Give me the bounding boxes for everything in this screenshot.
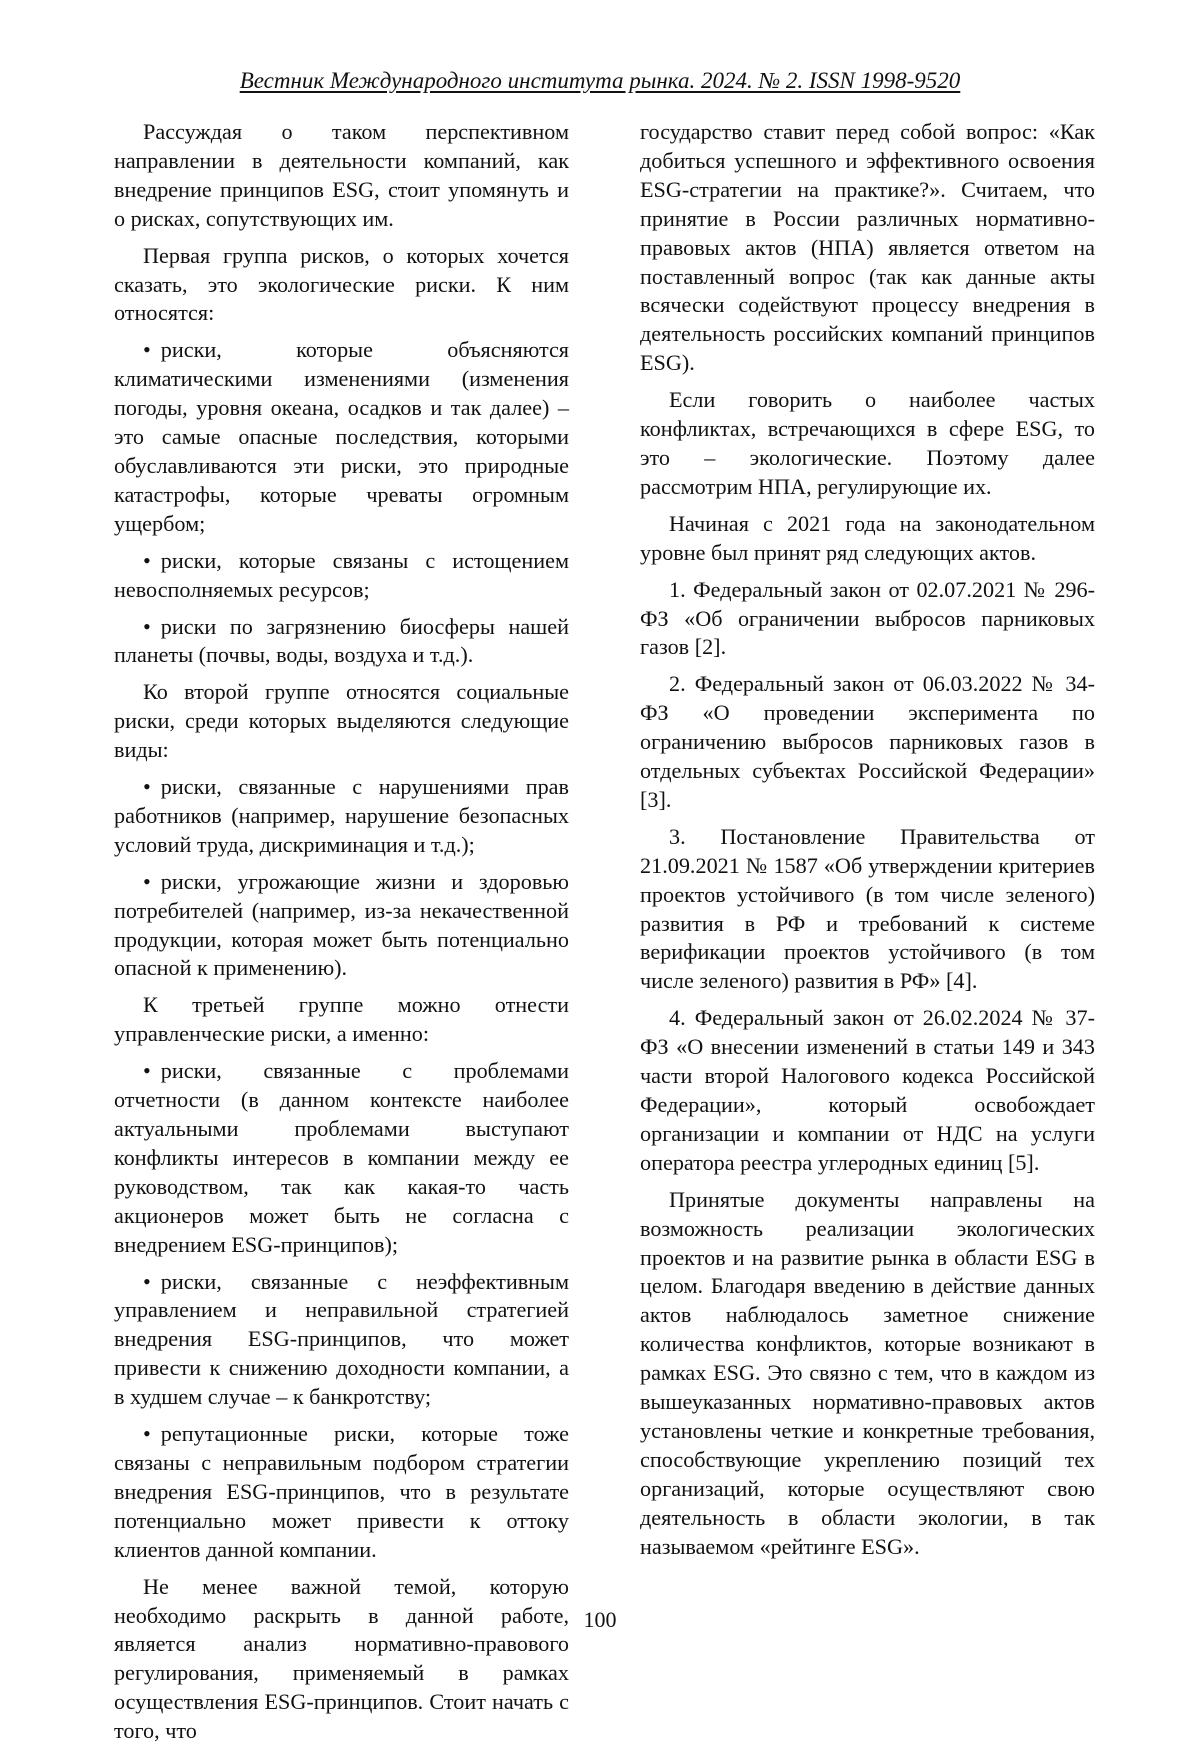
bullet-item: • риски, которые объясняются климатическими изменениями (изменения погоды, уровня океана, осадков и так далее) – это самые опасные последствия, которыми обуславливаются эти риски, это природные катастрофы, которые чреваты огромным ущербом; xyxy=(114,336,569,538)
bullet-item: • риски, связанные с нарушениями прав работников (например, нарушение безопасных условий труда, дискриминация и т.д.); xyxy=(114,773,569,860)
left-column xyxy=(114,118,569,1754)
bullet-item: • риски, связанные с неэффективным управлением и неправильной стратегией внедрения ESG-принципов, что может привести к снижению доходности компании, а в худшем случае – к банкротству; xyxy=(114,1268,569,1413)
law-item-3: 3. Постановление Правительства от 21.09.2021 № 1587 «Об утверждении критериев проектов устойчивого (в том числе зеленого) развития в РФ и требований к системе верификации проектов устойчивого (в том числе зеленого) развития в РФ» [4]. xyxy=(640,823,1095,994)
paragraph-continued: государство ставит перед собой вопрос: «Как добиться успешного и эффективного освоения ESG-стратегии на практике?». Считаем, что принятие в России различных нормативно-правовых актов (НПА) является ответом на поставленный вопрос (так как данные акты всячески содействуют процессу внедрения в деятельность российских компаний принципов ESG). xyxy=(640,119,1095,376)
law-item-2: 2. Федеральный закон от 06.03.2022 № 34-ФЗ «О проведении эксперимента по ограничению выбросов парниковых газов в отдельных субъектах Российской Федерации» [3]. xyxy=(640,671,1095,812)
law-item-4: 4. Федеральный закон от 26.02.2024 № 37-ФЗ «О внесении изменений в статьи 149 и 343 части второй Налогового кодекса Российской Федерации», который освобождает организации и компании от НДС на услуги оператора реестра углеродных единиц [5]. xyxy=(640,1005,1095,1175)
bullet-item: • риски, угрожающие жизни и здоровью потребителей (например, из-за некачественной продукции, которая может быть потенциально опасной к применению). xyxy=(114,868,569,984)
bullet-item: • риски, связанные с проблемами отчетности (в данном контексте наиболее актуальными проблемами выступают конфликты интересов в компании между ее руководством, так как какая-то часть акционеров может быть не согласна с внедрением ESG-принципов); xyxy=(114,1057,569,1259)
bullet-item: • риски по загрязнению биосферы нашей планеты (почвы, воды, воздуха и т.д.). xyxy=(114,613,569,671)
bullet-item: • риски, которые связаны с истощением невосполняемых ресурсов; xyxy=(114,547,569,605)
paragraph: Первая группа рисков, о которых хочется сказать, это экологические риски. К ним относятся: xyxy=(114,242,569,326)
bullet-item: • репутационные риски, которые тоже связаны с неправильным подбором стратегии внедрения ESG-принципов, что в результате потенциально может привести к оттоку клиентов данной компании. xyxy=(114,1420,569,1565)
paragraph: Если говорить о наиболее частых конфликтах, встречающихся в сфере ESG, то это – экологические. Поэтому далее рассмотрим НПА, регулирующие их. xyxy=(640,387,1095,499)
paragraph: Рассуждая о таком перспективном направлении в деятельности компаний, как внедрение принципов ESG, стоит упомянуть и о рисках, сопутствующих им. xyxy=(114,119,569,231)
paragraph: Принятые документы направлены на возможность реализации экологических проектов и на развитие рынка в области ESG в целом. Благодаря введению в действие данных актов наблюдалось заметное снижение количества конфликтов, которые возникают в рамках ESG. Это связно с тем, что в каждом из вышеуказанных нормативно-правовых актов установлены четкие и конкретные требования, способствующие укреплению позиций тех организаций, которые осуществляют свою деятельность в области экологии, в так называемом «рейтинге ESG». xyxy=(640,1186,1095,1559)
paragraph: Начиная с 2021 года на законодательном уровне был принят ряд следующих актов. xyxy=(640,510,1095,565)
right-column xyxy=(640,118,1095,1570)
paragraph: Ко второй группе относятся социальные риски, среди которых выделяются следующие виды: xyxy=(114,679,569,763)
paragraph: К третьей группе можно отнести управленческие риски, а именно: xyxy=(114,992,569,1047)
law-item-1: 1. Федеральный закон от 02.07.2021 № 296-ФЗ «Об ограничении выбросов парниковых газов [2]. xyxy=(640,576,1095,660)
journal-header: Вестник Международного института рынка. 2024. № 2. ISSN 1998-9520 xyxy=(239,68,961,93)
page-number: 100 xyxy=(583,1607,617,1632)
paragraph: Не менее важной темой, которую необходимо раскрыть в данной работе, является анализ нормативно-правового регулирования, применяемый в рамках осуществления ESG-принципов. Стоит начать с того, что xyxy=(114,1573,569,1744)
